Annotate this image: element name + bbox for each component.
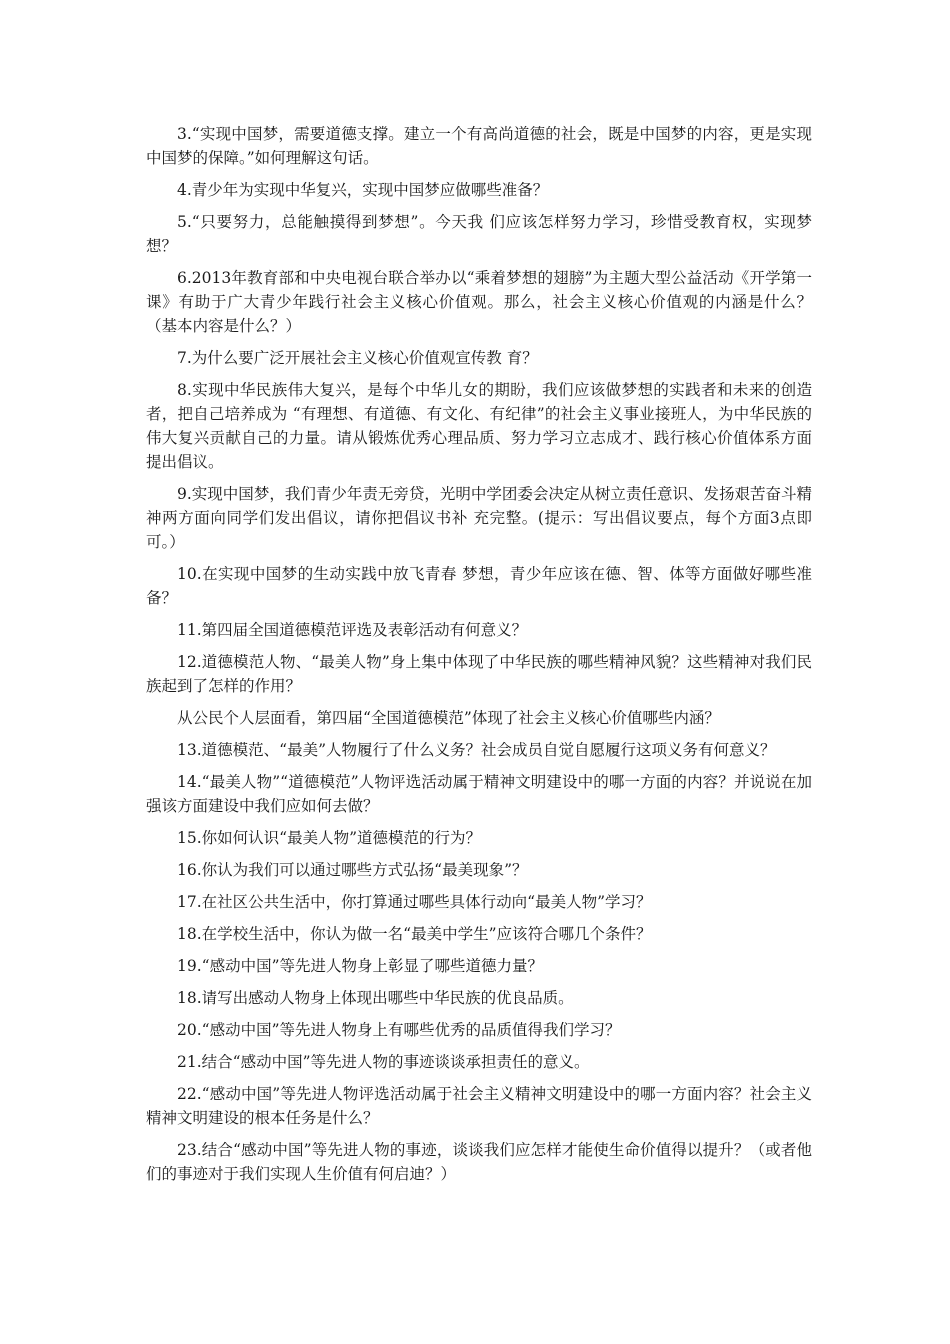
question-paragraph: 从公民个人层面看，第四届“全国道德模范”体现了社会主义核心价值哪些内涵？ <box>177 709 720 727</box>
question-paragraph: 10.在实现中国梦的生动实践中放飞青春 梦想，青少年应该在德、智、体等方面做好哪些准备？ <box>146 565 812 607</box>
question-paragraph: 19.“感动中国”等先进人物身上彰显了哪些道德力量？ <box>177 957 543 975</box>
question-paragraph: 5.“只要努力，总能触摸得到梦想”。今天我 们应该怎样努力学习，珍惜受教育权，实现梦想？ <box>146 213 812 255</box>
question-paragraph: 20.“感动中国”等先进人物身上有哪些优秀的品质值得我们学习？ <box>177 1021 621 1039</box>
question-paragraph: 9.实现中国梦，我们青少年责无旁贷，光明中学团委会决定从树立责任意识、发扬艰苦奋斗精神两方面向同学们发出倡议，请你把倡议书补 充完整。(提示：写出倡议要点，每个方面3点即可。） <box>146 485 812 551</box>
question-paragraph: 7.为什么要广泛开展社会主义核心价值观宣传教 育？ <box>177 349 538 367</box>
question-paragraph: 11.第四届全国道德模范评选及表彰活动有何意义？ <box>177 621 528 639</box>
question-paragraph: 13.道德模范、“最美”人物履行了什么义务？社会成员自觉自愿履行这项义务有何意义？ <box>177 741 776 759</box>
question-paragraph: 17.在社区公共生活中，你打算通过哪些具体行动向“最美人物”学习？ <box>177 893 652 911</box>
question-paragraph: 6.2013年教育部和中央电视台联合举办以“乘着梦想的翅膀”为主题大型公益活动《开学第一课》有助于广大青少年践行社会主义核心价值观。那么，社会主义核心价值观的内涵是什么？（基本内容是什么？） <box>146 269 812 335</box>
question-paragraph: 23.结合“感动中国”等先进人物的事迹，谈谈我们应怎样才能使生命价值得以提升？（或者他们的事迹对于我们实现人生价值有何启迪？） <box>146 1141 812 1183</box>
question-paragraph: 3.“实现中国梦，需要道德支撑。建立一个有高尚道德的社会，既是中国梦的内容，更是实现中国梦的保障。”如何理解这句话。 <box>146 125 812 167</box>
question-paragraph: 4.青少年为实现中华复兴，实现中国梦应做哪些准备？ <box>177 181 549 199</box>
question-list <box>146 122 812 1194</box>
question-paragraph: 22.“感动中国”等先进人物评选活动属于社会主义精神文明建设中的哪一方面内容？社会主义精神文明建设的根本任务是什么？ <box>146 1085 812 1127</box>
question-paragraph: 21.结合“感动中国”等先进人物的事迹谈谈承担责任的意义。 <box>177 1053 590 1071</box>
question-paragraph: 8.实现中华民族伟大复兴，是每个中华儿女的期盼，我们应该做梦想的实践者和未来的创造者，把自己培养成为 “有理想、有道德、有文化、有纪律”的社会主义事业接班人，为中华民族的伟大复兴贡献自己的力量。请从锻炼优秀心理品质、努力学习立志成才、践行核心价值体系方面提出倡议。 <box>146 381 812 471</box>
question-paragraph: 15.你如何认识“最美人物”道德模范的行为？ <box>177 829 481 847</box>
question-paragraph: 14.“最美人物”“道德模范”人物评选活动属于精神文明建设中的哪一方面的内容？并说说在加强该方面建设中我们应如何去做？ <box>146 773 812 815</box>
question-paragraph: 12.道德模范人物、“最美人物”身上集中体现了中华民族的哪些精神风貌？这些精神对我们民族起到了怎样的作用？ <box>146 653 812 695</box>
question-paragraph: 16.你认为我们可以通过哪些方式弘扬“最美现象”？ <box>177 861 528 879</box>
question-paragraph: 18.在学校生活中，你认为做一名“最美中学生”应该符合哪几个条件？ <box>177 925 652 943</box>
question-paragraph: 18.请写出感动人物身上体现出哪些中华民族的优良品质。 <box>177 989 574 1007</box>
